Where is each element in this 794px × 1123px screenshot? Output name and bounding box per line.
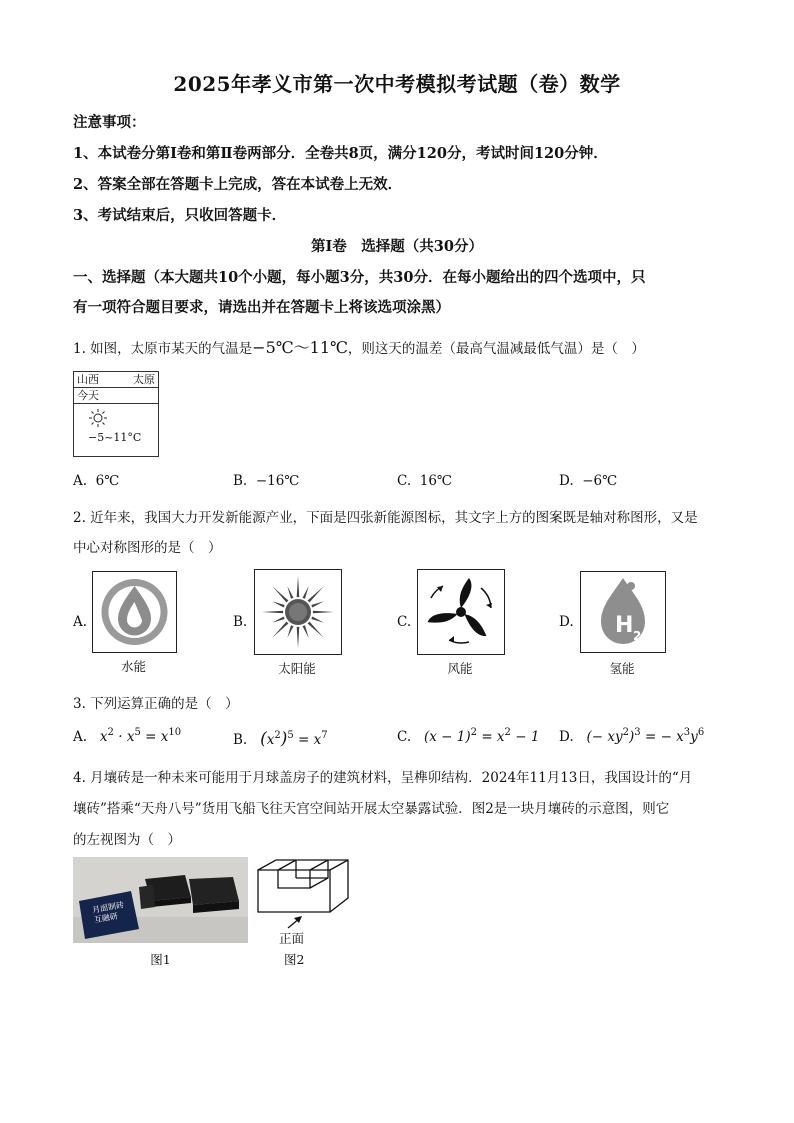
q2-option-d-label: D. <box>559 614 574 630</box>
notice-item: 1、本试卷分第Ⅰ卷和第Ⅱ卷两部分．全卷共8页，满分120分，考试时间120分钟． <box>73 145 608 162</box>
weather-region: 山西 <box>77 373 99 386</box>
question-2-stem: 中心对称图形的是（ ） <box>73 540 222 556</box>
q1-option-b: B. −16℃ <box>233 473 300 489</box>
question-4-stem: 壤砖”搭乘“天舟八号”货用飞船飞往天宫空间站开展太空暴露试验．图2是一块月壤砖的示意图，则它 <box>73 801 670 817</box>
front-view-label: 正面 <box>279 931 305 946</box>
q3-option-c: C. $(x - 1)^2 = x^2 - 1$ <box>397 727 540 745</box>
q1-temperature: −5℃～11℃ <box>252 338 348 357</box>
q3-option-d: D. (− $xy^2)^3$ = − $x^3y^6$ <box>559 727 705 745</box>
q2-option-c-label: C. <box>397 614 412 630</box>
water-energy-icon <box>92 571 177 653</box>
svg-text:H: H <box>615 613 634 638</box>
weather-card <box>73 371 159 457</box>
solar-energy-icon <box>254 569 342 655</box>
notice-heading: 注意事项： <box>73 114 146 131</box>
moon-brick-photo <box>73 857 248 943</box>
hydrogen-energy-icon <box>580 571 666 653</box>
q2-caption-hydrogen: 氢能 <box>609 661 635 676</box>
page-title: 2025年孝义市第一次中考模拟考试题（卷）数学 <box>173 72 621 96</box>
question-3-stem: 3. 下列运算正确的是（ ） <box>73 696 239 712</box>
question-2-stem: 2. 近年来，我国大力开发新能源产业，下面是四张新能源图标，其文字上方的图案既是轴对称图形，又是 <box>73 510 698 526</box>
moon-brick-diagram <box>254 856 354 922</box>
q2-caption-solar: 太阳能 <box>278 661 316 676</box>
section-instructions: 一、选择题（本大题共10个小题，每小题3分，共30分．在每小题给出的四个选项中，只 <box>73 269 646 286</box>
notice-item: 3、考试结束后，只收回答题卡． <box>73 207 287 224</box>
q1-stem-post: ，则这天的温差（最高气温减最低气温）是（ ） <box>347 341 645 357</box>
q2-option-b-label: B. <box>233 614 248 630</box>
svg-text:2: 2 <box>633 629 642 643</box>
weather-city: 太原 <box>133 373 155 386</box>
q3-option-b: B. $(x^2)^5 = x^7$ <box>233 729 328 749</box>
weather-temperature: −5~11°C <box>88 431 142 444</box>
weather-day: 今天 <box>77 389 99 402</box>
q1-option-c: C. 16℃ <box>397 473 453 489</box>
q1-option-d: D. −6℃ <box>559 473 618 489</box>
section-heading: 第Ⅰ卷 选择题（共30分） <box>311 238 483 255</box>
photo-card-text: 月面制砖 互融研 <box>91 900 125 925</box>
q2-option-a-label: A. <box>73 614 88 630</box>
figure-2-caption: 图2 <box>284 952 305 967</box>
notice-item: 2、答案全部在答题卡上完成，答在本试卷上无效． <box>73 176 403 193</box>
question-4-stem: 的左视图为（ ） <box>73 832 181 848</box>
q3-option-a: A. $x^2 \cdot x^5 = x^{10}$ <box>73 727 182 745</box>
section-instructions: 有一项符合题目要求，请选出并在答题卡上将该选项涂黑） <box>73 299 450 316</box>
q1-stem-pre: 1. 如图，太原市某天的气温是 <box>73 341 253 357</box>
q2-caption-wind: 风能 <box>447 661 473 676</box>
question-1-stem <box>73 335 645 358</box>
question-4-stem: 4. 月壤砖是一种未来可能用于月球盖房子的建筑材料，呈榫卯结构．2024年11月13日，我国设计的“月 <box>73 770 693 786</box>
q2-caption-water: 水能 <box>120 659 146 674</box>
wind-energy-icon <box>417 569 505 655</box>
figure-1-caption: 图1 <box>150 952 171 967</box>
q1-option-a: A. 6℃ <box>73 473 120 489</box>
sun-icon <box>74 404 158 431</box>
